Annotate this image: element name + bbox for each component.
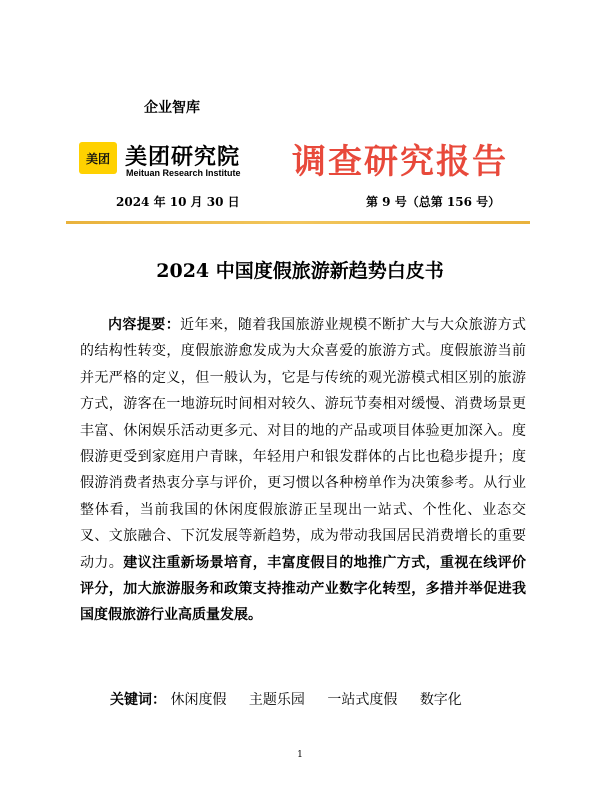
keyword: 一站式度假 — [327, 692, 398, 708]
keyword: 主题乐园 — [248, 692, 305, 708]
keywords-label: 关键词： — [110, 692, 166, 708]
keyword: 休闲度假 — [170, 692, 227, 708]
meituan-logo — [79, 142, 117, 174]
logo-text: 美团 — [85, 151, 110, 166]
page-number: 1 — [297, 750, 303, 760]
report-date: 2024 年 10 月 30 日 — [116, 195, 240, 209]
abstract-paragraph — [80, 312, 526, 629]
abstract-text: 近年来，随着我国旅游业规模不断扩大与大众旅游方式的结构性转变，度假旅游愈发成为大众喜爱的旅游方式。度假旅游当前并无严格的定义，但一般认为，它是与传统的观光游模式相区别的旅游方式，游客在一地游玩时间相对较久、游玩节奏相对缓慢、消费场景更丰富、休闲娱乐活动更多元、对目的地的产品或项目体验更加深入。度假游更受到家庭用户青睐，年轻用户和银发群体的占比也稳步提升；度假游消费者热衷分享与评价，更习惯以各种榜单作为决策参考。从行业整体看，当前我国的休闲度假旅游正呈现出一站式、个性化、业态交叉、文旅融合、下沉发展等新趋势，成为带动我国居民消费增长的重要动力。 — [80, 317, 527, 571]
abstract-label: 内容提要： — [108, 317, 181, 333]
keywords-line — [110, 689, 480, 709]
report-type-heading: 调查研究报告 — [292, 142, 508, 182]
org-name-en: Meituan Research Institute — [126, 168, 241, 178]
abstract-recommendation: 建议注重新场景培育，丰富度假目的地推广方式，重视在线评价评分，加大旅游服务和政策支持推动产业数字化转型，多措并举促进我国度假旅游行业高质量发展。 — [80, 554, 527, 624]
top-label: 企业智库 — [144, 100, 200, 116]
document-title: 2024 中国度假旅游新趋势白皮书 — [156, 260, 444, 282]
issue-number: 第 9 号（总第 156 号） — [366, 195, 501, 209]
org-name-cn: 美团研究院 — [125, 145, 241, 170]
header-divider — [66, 221, 530, 224]
keyword: 数字化 — [419, 692, 462, 708]
